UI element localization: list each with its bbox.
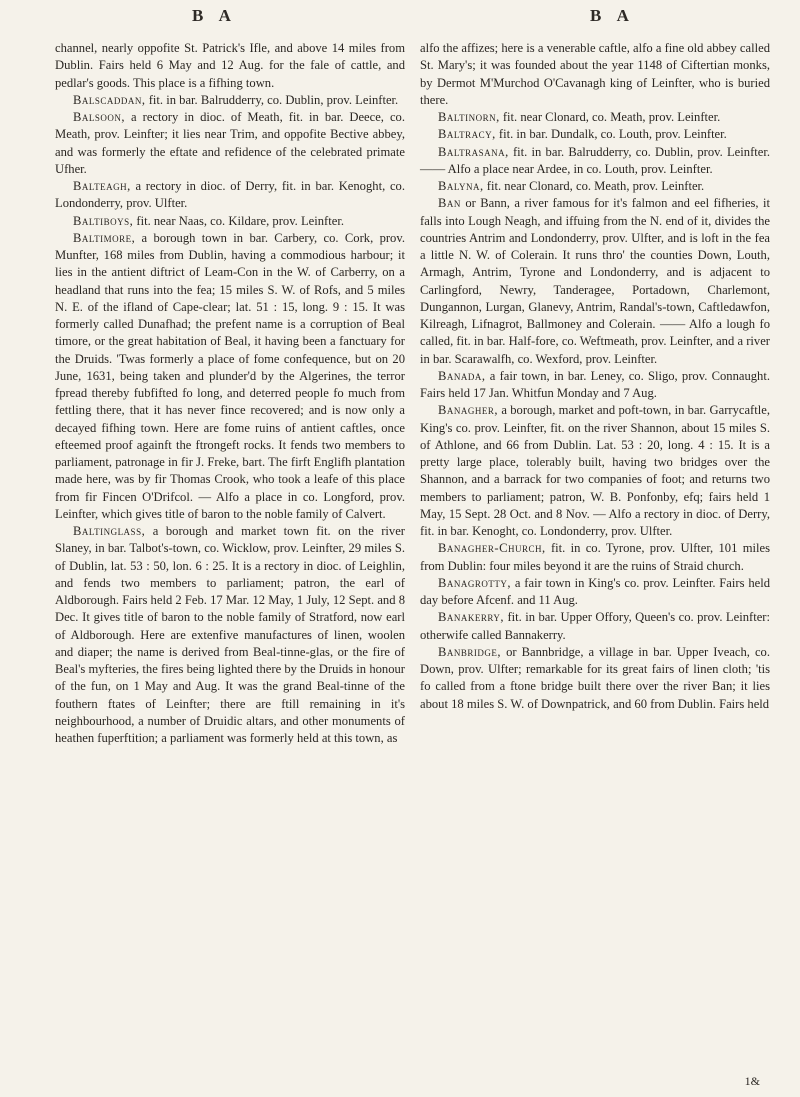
gazetteer-entry	[55, 523, 405, 747]
entry-headword: Baltinglass,	[73, 524, 146, 538]
catchword: 1&	[744, 1074, 760, 1088]
entry-headword: Baltracy,	[438, 127, 496, 142]
entry-headword: Balteagh,	[73, 179, 131, 193]
gazetteer-entry	[420, 126, 770, 143]
gazetteer-entry	[420, 144, 770, 179]
entry-headword: Balyna,	[438, 179, 484, 193]
gazetteer-entry	[55, 213, 405, 230]
entry-text: channel, nearly oppofite St. Patrick's Ifle, and above 14 miles from Dublin. Fairs held 6 May and 12 Aug. for the fale of cattle, and pedlar's goods. This place is a fifhing town.	[55, 41, 405, 90]
gazetteer-entry	[55, 40, 405, 92]
entry-text: fit. near Naas, co. Kildare, prov. Leinfter.	[133, 213, 344, 228]
entry-headword: Balsoon,	[73, 110, 126, 124]
entry-text: or Bann, a river famous for it's falmon and eel fifheries, it falls into Lough Neagh, and iffuing from the N. end of it, divides the countries Antrim and Londonderry, prov. Ulfter, and is loft in the fea a little N. W. of Colerain. It runs thro' the counties Down, Louth, Armagh, Antrim, Tyrone and Londonderry, and is adjacent to Carlingford, Newry, Tanderagee, Portadown, Charlemont, Dungannon, Lurgan, Glanevy, Antrim, Randal's-town, Caftledawfon, Kilreagh, Lifnagrot, Ballmoney and Colerain. —— Alfo a lough fo called, fit. in bar. Half-fore, co. Weftmeath, prov. Leinfter, and a river in bar. Scarawalfh, co. Wexford, prov. Leinfter.	[420, 196, 770, 366]
gazetteer-entry	[420, 178, 770, 195]
entry-headword: Banada,	[438, 368, 486, 383]
gazetteer-entry	[55, 109, 405, 178]
entry-text: a fair town, in bar. Leney, co. Sligo, prov. Connaught. Fairs held 17 Jan. Whitfun Monday and 7 Aug.	[420, 368, 770, 400]
gazetteer-entry	[420, 609, 770, 644]
entry-text: alfo the affizes; here is a venerable caftle, alfo a fine old abbey called St. Mary's; it was founded about the year 1148 of Ciftertian monks, by Dermot M'Murchod O'Cavanagh king of Leinfter, who is buried there.	[420, 41, 770, 107]
gazetteer-entry	[420, 402, 770, 540]
right-column	[420, 40, 770, 713]
entry-text: or Bannbridge, a village in bar. Upper Iveach, co. Down, prov. Ulfter; remarkable for its great fairs of linen cloth; 'tis fo called from a ftone bridge built there over the river Ban; it lies about 18 miles S. W. of Downpatrick, and 60 from Dublin. Fairs held	[420, 644, 770, 711]
entry-text: a rectory in dioc. of Derry, fit. in bar. Kenoght, co. Londonderry, prov. Ulfter.	[55, 179, 405, 211]
entry-text: fit. in bar. Dundalk, co. Louth, prov. Leinfter.	[495, 127, 727, 142]
entry-text: a borough town in bar. Carbery, co. Cork, prov. Munfter, 168 miles from Dublin, having a commodious harbour; it lies in the antient diftrict of Leam-Con in the W. of Carberry, on a headland that runs into the fea; 15 miles S. W. of Rofs, and 5 miles N. E. of the ifland of Cape-clear; lat. 51 : 15, long. 9 : 15. It was formerly called Dunafhad; the prefent name is a corruption of Beal timore, or the great habitation of Beal, it having been a fanctuary for the Druids. 'Twas formerly a place of fome confequence, but on 20 June, 1631, being taken and plunder'd by the Algerines, the terror fpread thereby fubfifted fo long, and deterred people fo much from fettling there, that it has never fince recovered; and is now only a decayed fifhing town. Here are fome ruins of antient caftles, once efteemed proof againft the ftrongeft rocks. It fends two members to parliament, patronage in fir J. Freke, bart. The firft Englifh plantation made here, was by fir Thomas Crook, who took a leafe of this place from fir Fincen O'Drifcol. — Alfo a place in co. Longford, prov. Leinfter, which gives title of baron to the noble family of Calvert.	[55, 230, 405, 521]
running-head-left: B A	[192, 6, 237, 25]
gazetteer-entry	[420, 368, 770, 403]
entry-headword: Ban	[438, 196, 461, 211]
entry-text: fit. in co. Tyrone, prov. Ulfter, 101 miles from Dublin: four miles beyond it are the ruins of Straid church.	[420, 541, 770, 573]
entry-headword: Banakerry,	[438, 610, 505, 625]
entry-text: fit. near Clonard, co. Meath, prov. Leinfter.	[499, 110, 721, 124]
entry-headword: Banagher,	[438, 403, 499, 418]
gazetteer-entry	[55, 230, 405, 523]
entry-text: a borough and market town fit. on the river Slaney, in bar. Talbot's-town, co. Wicklow, prov. Leinfter, 29 miles S. of Dublin, lat. 53 : 50, lon. 6 : 25. It is a rectory in dioc. of Leighlin, and fends two members to parliament; patron, the earl of Aldborough. Fairs held 2 Feb. 17 Mar. 12 May, 1 July, 12 Sept. and 8 Dec. It gives title of baron to the noble family of Stratford, now earl of Aldborough. Here are extenfive manufactures of linen, woolen and diaper; the name is derived from Beal-tinne-glas, or the fire of Beal's myfteries, the fires being lighted there by the Druids in honour of the fun, on 1 May and Aug. It was the grand Beal-tinne of the fouthern ftates of Leinfter; there are ftill remaining in it's neighbourhood, a number of Druidic altars, and other monuments of heathen fuperftition; a parliament was formerly held at this town, as	[55, 524, 405, 745]
entry-headword: Baltinorn,	[438, 110, 500, 124]
running-head-right: B A	[590, 6, 635, 25]
gazetteer-entry	[420, 540, 770, 575]
gazetteer-entry	[420, 109, 770, 126]
entry-headword: Baltimore,	[73, 230, 136, 245]
entry-text: a rectory in dioc. of Meath, fit. in bar. Deece, co. Meath, prov. Leinfter; it lies near Trim, and oppofite Bective abbey, and was formerly the eftate and refidence of the celebrated primate Ufher.	[55, 110, 405, 176]
gazetteer-entry	[420, 644, 770, 713]
entry-headword: Banagher-Church,	[438, 541, 546, 556]
entry-text: a borough, market and poft-town, in bar. Garrycaftle, King's co. prov. Leinfter, fit. on the river Shannon, about 15 miles S. of Athlone, and 66 from Dublin. Lat. 53 : 20, long. 4 : 15. It is a pretty large place, tolerably built, having two bridges over the Shannon, and a barrack for two companies of foot; and returns two members to parliament; patron, W. B. Ponfonby, efq; fairs held 1 May, 15 Sept. 28 Oct. and 8 Nov. — Alfo a rectory in dioc. of Derry, fit. in bar. Kenoght, co. Londonderry, prov. Ulfter.	[420, 403, 770, 538]
entry-headword: Baltrasana,	[438, 144, 509, 159]
gazetteer-entry	[420, 575, 770, 610]
gazetteer-entry	[420, 40, 770, 109]
entry-text: fit. in bar. Balrudderry, co. Dublin, prov. Leinfter. —— Alfo a place near Ardee, in co. Louth, prov. Leinfter.	[420, 144, 770, 176]
entry-headword: Baltiboys,	[73, 213, 134, 228]
gazetteer-entry	[55, 178, 405, 213]
gazetteer-entry	[55, 92, 405, 109]
gazetteer-entry	[420, 195, 770, 368]
entry-headword: Balscaddan,	[73, 92, 146, 107]
entry-text: fit. in bar. Balrudderry, co. Dublin, prov. Leinfter.	[145, 92, 399, 107]
entry-headword: Banagrotty,	[438, 575, 512, 590]
entry-text: fit. in bar. Upper Offory, Queen's co. prov. Leinfter: otherwife called Bannakerry.	[420, 610, 770, 642]
entry-text: a fair town in King's co. prov. Leinfter. Fairs held day before Afcenf. and 11 Aug.	[420, 575, 770, 607]
entry-text: fit. near Clonard, co. Meath, prov. Leinfter.	[483, 179, 705, 193]
entry-headword: Banbridge,	[438, 644, 502, 659]
left-column	[55, 40, 405, 747]
